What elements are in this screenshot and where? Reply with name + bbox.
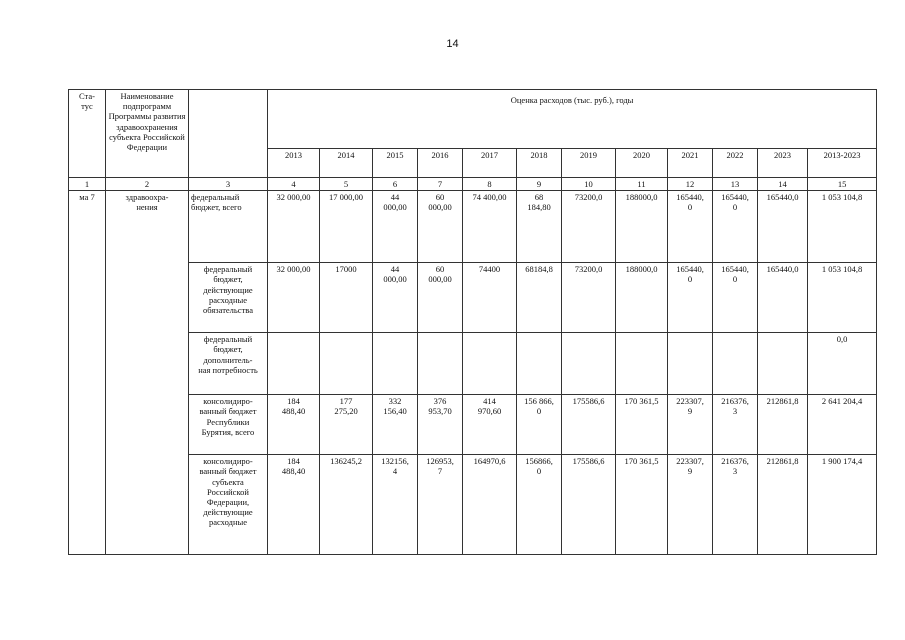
value-cell: 126953, 7 [418,455,463,555]
table-row-federal-additional [69,333,877,395]
header-subprogram-name: Наименование подпрограмм Программы развития здравоохранения субъекта Российской Федерации [106,90,189,178]
value-cell [758,333,808,395]
column-number: 11 [616,178,668,191]
year-2023: 2023 [758,149,808,178]
table-row-consolidated-total [69,395,877,455]
value-cell: 74 400,00 [463,191,517,263]
value-cell: 332 156,40 [373,395,418,455]
value-cell: 184 488,40 [268,455,320,555]
column-number: 4 [268,178,320,191]
value-cell: 32 000,00 [268,191,320,263]
value-cell: 60 000,00 [418,191,463,263]
value-cell: 216376, 3 [713,455,758,555]
year-2022: 2022 [713,149,758,178]
value-cell: 68184,8 [517,263,562,333]
table-row-federal-current [69,263,877,333]
column-number: 1 [69,178,106,191]
value-cell: 223307, 9 [668,455,713,555]
value-cell: 132156, 4 [373,455,418,555]
year-2019: 2019 [562,149,616,178]
value-cell: 188000,0 [616,191,668,263]
column-number: 5 [320,178,373,191]
source-label: консолидиро- ванный бюджет субъекта Российской Федерации, действующие расходные [189,455,268,555]
value-cell: 73200,0 [562,263,616,333]
year-2017: 2017 [463,149,517,178]
subprogram-name-cell: здравоохра- нения [106,191,189,555]
year-2020: 2020 [616,149,668,178]
value-cell [268,333,320,395]
value-cell: 165440, 0 [668,191,713,263]
status-cell: ма 7 [69,191,106,555]
expenses-table [68,89,877,555]
value-cell: 1 053 104,8 [808,191,877,263]
value-cell: 165440,0 [758,191,808,263]
value-cell: 156 866, 0 [517,395,562,455]
value-cell: 170 361,5 [616,455,668,555]
column-number: 14 [758,178,808,191]
value-cell: 2 641 204,4 [808,395,877,455]
table-row-federal-total [69,191,877,263]
value-cell [562,333,616,395]
value-cell: 212861,8 [758,395,808,455]
header-row-1 [69,90,877,149]
value-cell: 414 970,60 [463,395,517,455]
year-2016: 2016 [418,149,463,178]
value-cell: 32 000,00 [268,263,320,333]
year-2015: 2015 [373,149,418,178]
value-cell: 68 184,80 [517,191,562,263]
source-label: федеральный бюджет, действующие расходные обязательства [189,263,268,333]
year-2018: 2018 [517,149,562,178]
year-total: 2013-2023 [808,149,877,178]
source-label: консолидиро- ванный бюджет Республики Бурятия, всего [189,395,268,455]
column-number: 10 [562,178,616,191]
value-cell: 17000 [320,263,373,333]
column-number: 6 [373,178,418,191]
value-cell [418,333,463,395]
value-cell: 165440, 0 [668,263,713,333]
value-cell: 156866, 0 [517,455,562,555]
column-numbers-row [69,178,877,191]
column-number: 13 [713,178,758,191]
value-cell: 212861,8 [758,455,808,555]
value-cell [517,333,562,395]
value-cell: 17 000,00 [320,191,373,263]
value-cell: 188000,0 [616,263,668,333]
column-number: 12 [668,178,713,191]
value-cell: 136245,2 [320,455,373,555]
value-cell [373,333,418,395]
value-cell: 184 488,40 [268,395,320,455]
value-cell: 376 953,70 [418,395,463,455]
value-cell: 73200,0 [562,191,616,263]
column-number: 3 [189,178,268,191]
value-cell: 170 361,5 [616,395,668,455]
column-number: 7 [418,178,463,191]
header-status: Ста- тус [69,90,106,178]
value-cell: 1 900 174,4 [808,455,877,555]
value-cell: 175586,6 [562,455,616,555]
value-cell: 165440, 0 [713,191,758,263]
page-number: 14 [446,38,459,50]
source-label: федеральный бюджет, дополнитель- ная потребность [189,333,268,395]
value-cell [463,333,517,395]
value-cell: 44 000,00 [373,191,418,263]
value-cell: 165440,0 [758,263,808,333]
value-cell: 60 000,00 [418,263,463,333]
value-cell: 44 000,00 [373,263,418,333]
header-expenses-title: Оценка расходов (тыс. руб.), годы [268,90,877,149]
value-cell: 164970,6 [463,455,517,555]
value-cell: 1 053 104,8 [808,263,877,333]
value-cell: 0,0 [808,333,877,395]
value-cell: 177 275,20 [320,395,373,455]
value-cell: 216376, 3 [713,395,758,455]
value-cell [616,333,668,395]
table-row-consolidated-current [69,455,877,555]
column-number: 15 [808,178,877,191]
value-cell [320,333,373,395]
value-cell: 223307, 9 [668,395,713,455]
column-number: 2 [106,178,189,191]
value-cell: 74400 [463,263,517,333]
column-number: 8 [463,178,517,191]
column-number: 9 [517,178,562,191]
value-cell [668,333,713,395]
year-2014: 2014 [320,149,373,178]
header-source-blank [189,90,268,178]
value-cell: 175586,6 [562,395,616,455]
value-cell: 165440, 0 [713,263,758,333]
year-2021: 2021 [668,149,713,178]
year-2013: 2013 [268,149,320,178]
value-cell [713,333,758,395]
source-label: федеральный бюджет, всего [189,191,268,263]
